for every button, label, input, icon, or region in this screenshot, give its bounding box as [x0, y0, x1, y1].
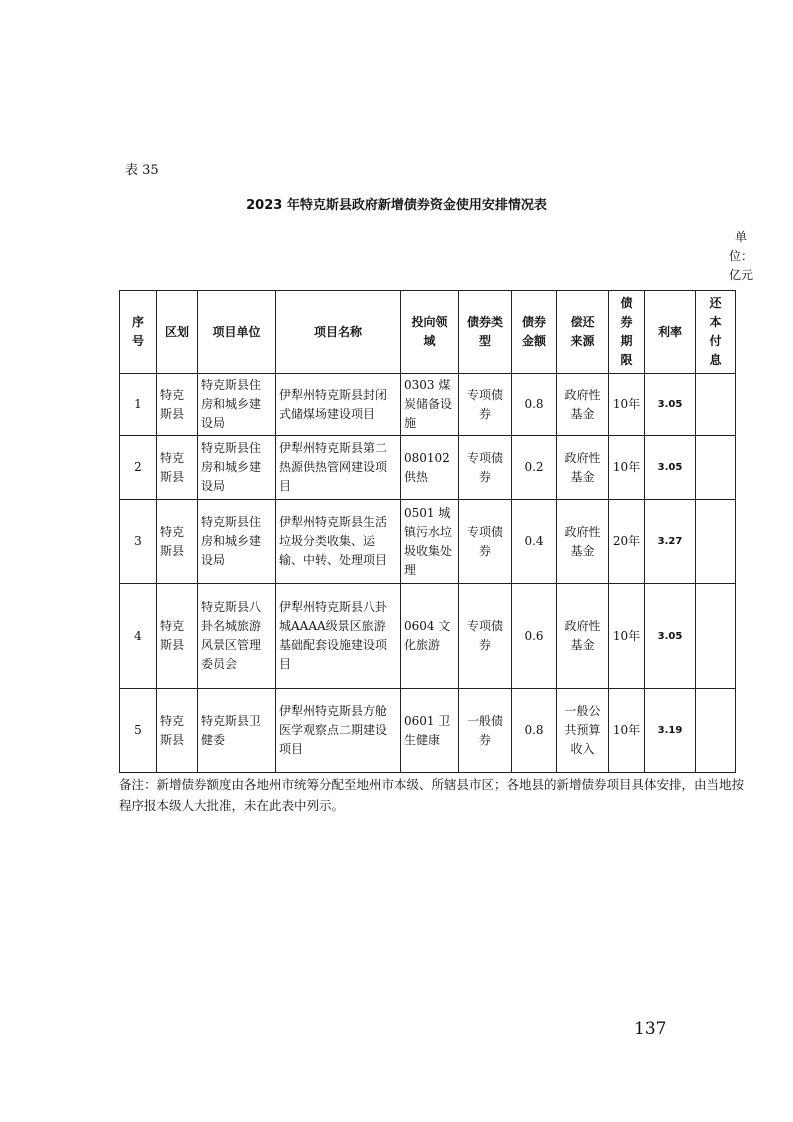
cell-field: 0303 煤炭储备设施: [401, 374, 459, 436]
cell-unit: 特克斯县住房和城乡建设局: [198, 374, 276, 436]
cell-type: 专项债券: [459, 500, 512, 584]
cell-repay: [696, 436, 736, 500]
cell-seq: 3: [120, 500, 157, 584]
header-rate: 利率: [645, 291, 696, 374]
header-field: 投向领域: [401, 291, 459, 374]
cell-name: 伊犁州特克斯县封闭式储煤场建设项目: [276, 374, 401, 436]
cell-seq: 4: [120, 584, 157, 689]
cell-source: 政府性基金: [557, 374, 609, 436]
header-term: 债券期限: [609, 291, 645, 374]
cell-district: 特克斯县: [157, 689, 198, 773]
cell-district: 特克斯县: [157, 584, 198, 689]
header-type: 债券类型: [459, 291, 512, 374]
table-note: 备注：新增债券额度由各地州市统筹分配至地州市本级、所辖县市区；各地县的新增债券项目具体安排，由当地按程序报本级人大批准，未在此表中列示。: [119, 777, 745, 813]
cell-rate: 3.05: [645, 436, 696, 500]
cell-term: 20年: [609, 500, 645, 584]
cell-unit: 特克斯县住房和城乡建设局: [198, 500, 276, 584]
header-unit: 项目单位: [198, 291, 276, 374]
table-row: [120, 689, 736, 773]
document-title: 2023 年特克斯县政府新增债券资金使用安排情况表: [246, 198, 547, 213]
cell-term: 10年: [609, 584, 645, 689]
header-name: 项目名称: [276, 291, 401, 374]
header-amount: 债券金额: [512, 291, 557, 374]
cell-rate: 3.05: [645, 584, 696, 689]
table-row: [120, 374, 736, 436]
table-row: [120, 584, 736, 689]
cell-name: 伊犁州特克斯县八卦城AAAA级景区旅游基础配套设施建设项目: [276, 584, 401, 689]
cell-amount: 0.2: [512, 436, 557, 500]
cell-district: 特克斯县: [157, 374, 198, 436]
cell-field: 0604 文化旅游: [401, 584, 459, 689]
cell-field: 0501 城镇污水垃圾收集处理: [401, 500, 459, 584]
cell-unit: 特克斯县八卦名城旅游风景区管理委员会: [198, 584, 276, 689]
cell-source: 政府性基金: [557, 584, 609, 689]
cell-amount: 0.4: [512, 500, 557, 584]
cell-unit: 特克斯县住房和城乡建设局: [198, 436, 276, 500]
cell-type: 专项债券: [459, 436, 512, 500]
cell-source: 政府性基金: [557, 436, 609, 500]
cell-term: 10年: [609, 374, 645, 436]
cell-seq: 2: [120, 436, 157, 500]
header-row: [120, 291, 736, 374]
header-repay: 还本付息: [696, 291, 736, 374]
table-row: [120, 436, 736, 500]
cell-district: 特克斯县: [157, 436, 198, 500]
table-row: [120, 500, 736, 584]
cell-seq: 1: [120, 374, 157, 436]
cell-repay: [696, 689, 736, 773]
header-source: 偿还来源: [557, 291, 609, 374]
page-number: 137: [634, 1019, 667, 1039]
cell-rate: 3.19: [645, 689, 696, 773]
cell-source: 一般公共预算收入: [557, 689, 609, 773]
cell-unit: 特克斯县卫健委: [198, 689, 276, 773]
cell-repay: [696, 374, 736, 436]
cell-field: 080102 供热: [401, 436, 459, 500]
cell-amount: 0.8: [512, 689, 557, 773]
cell-term: 10年: [609, 689, 645, 773]
header-seq: 序号: [120, 291, 157, 374]
cell-amount: 0.6: [512, 584, 557, 689]
cell-district: 特克斯县: [157, 500, 198, 584]
cell-amount: 0.8: [512, 374, 557, 436]
cell-rate: 3.27: [645, 500, 696, 584]
bond-allocation-table: [119, 290, 736, 773]
unit-label: 单位：亿元: [728, 230, 753, 282]
cell-name: 伊犁州特克斯县生活垃圾分类收集、运输、中转、处理项目: [276, 500, 401, 584]
table-label: 表 35: [125, 163, 159, 178]
cell-source: 政府性基金: [557, 500, 609, 584]
cell-name: 伊犁州特克斯县第二热源供热管网建设项目: [276, 436, 401, 500]
cell-type: 一般债券: [459, 689, 512, 773]
cell-field: 0601 卫生健康: [401, 689, 459, 773]
cell-repay: [696, 500, 736, 584]
cell-type: 专项债券: [459, 584, 512, 689]
cell-type: 专项债券: [459, 374, 512, 436]
cell-name: 伊犁州特克斯县方舱医学观察点二期建设项目: [276, 689, 401, 773]
cell-repay: [696, 584, 736, 689]
cell-term: 10年: [609, 436, 645, 500]
cell-seq: 5: [120, 689, 157, 773]
header-district: 区划: [157, 291, 198, 374]
cell-rate: 3.05: [645, 374, 696, 436]
